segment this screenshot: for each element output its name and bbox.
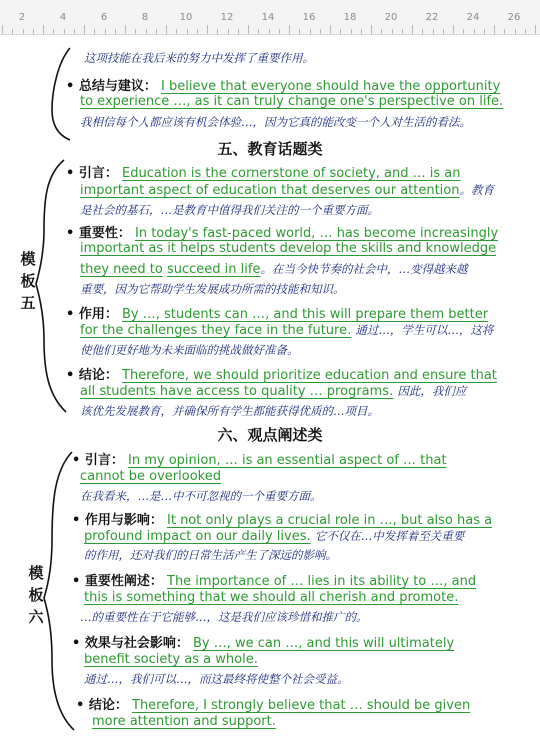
ruler-tick [494, 25, 495, 34]
ruler-tick [474, 29, 475, 34]
s6-eff-en-2: benefit society as a whole. [84, 652, 258, 667]
summary-en-1: I believe that everyone should have the opportunity [161, 79, 501, 94]
summary-line-1 [66, 75, 500, 94]
ruler-tick [402, 29, 403, 34]
ruler-number: 4 [59, 12, 67, 23]
ruler-number: 2 [18, 12, 26, 23]
s6-imp-hw: …的重要性在于它能够…，这是我们应该珍惜和推广的。 [80, 610, 368, 624]
s5-intro-hw-a: 。教育 [459, 183, 494, 197]
bullet: • [66, 166, 79, 181]
summary-handwritten: 我相信每个人都应该有机会体验…，因为它真的能改变一个人对生活的看法。 [80, 115, 471, 129]
ruler-number: 10 [179, 12, 193, 23]
ruler-number: 22 [425, 12, 439, 23]
s5-intro-line-2 [80, 182, 494, 198]
s5-intro-label: 引言： [78, 166, 118, 181]
ruler-tick [535, 25, 536, 34]
s6-role-label: 作用与影响： [84, 513, 163, 528]
s5-imp-en-3a: they need to [80, 262, 163, 277]
ruler-tick [330, 25, 331, 34]
section6-side-label [26, 562, 46, 628]
side-char: 模 [20, 250, 36, 268]
ruler-tick [381, 29, 382, 34]
ruler-number: 26 [507, 12, 521, 23]
top-handwritten-note: 这项技能在我后来的努力中发挥了重要作用。 [84, 51, 314, 65]
section5-side-label [18, 248, 38, 314]
bullet: • [66, 307, 79, 322]
s5-intro-hw-b: 是社会的基石，…是教育中值得我们关注的一个重要方面。 [80, 203, 379, 217]
ruler-number: 12 [220, 12, 234, 23]
s6-imp-en-2: this is something that we should all cherish and promote. [84, 590, 459, 605]
s5-con-en-2: all students have access to quality … programs. [80, 384, 394, 399]
s5-intro-line-1 [66, 162, 460, 181]
s6-intro-line-1 [72, 449, 447, 468]
s5-con-hw-a: 因此，我们应 [397, 384, 467, 398]
s6-con-en-2: more attention and support. [92, 714, 276, 729]
s6-imp-line-2 [84, 590, 458, 605]
ruler-tick [279, 29, 280, 34]
ruler-number: 18 [343, 12, 357, 23]
s5-eff-en-2: for the challenges they face in the future. [80, 323, 352, 338]
s5-con-line-2 [80, 383, 466, 399]
ruler-number: 24 [466, 12, 480, 23]
s5-con-en-1: Therefore, we should prioritize education and ensure that [122, 368, 497, 383]
summary-en-2: to experience …, as it can truly change one's perspective on life. [80, 94, 504, 109]
s6-con-line-1 [76, 694, 470, 713]
s6-imp-en-1: The importance of … lies in its ability to …, and [167, 574, 477, 589]
section6-heading: 六、观点阐述类 [217, 426, 323, 444]
ruler-tick [453, 25, 454, 34]
bullet: • [72, 513, 85, 528]
bullet: • [72, 574, 85, 589]
s6-con-label: 结论： [88, 698, 128, 713]
s5-con-line-1 [66, 364, 497, 383]
ruler-tick [248, 25, 249, 34]
ruler-tick [412, 25, 413, 34]
ruler-tick [422, 29, 423, 34]
ruler-tick [258, 29, 259, 34]
brace-section5 [36, 160, 66, 412]
s5-imp-en-2: important as it helps students develop the skills and knowledge [80, 241, 497, 256]
bullet: • [66, 368, 79, 383]
ruler-tick [187, 29, 188, 34]
s5-imp-line-2 [80, 241, 496, 256]
ruler-tick [207, 25, 208, 34]
s6-role-en-2: profound impact on our daily lives. [84, 529, 311, 544]
s6-role-en-1: It not only plays a crucial role in …, but also has a [167, 513, 493, 528]
side-char: 板 [28, 586, 44, 604]
ruler-tick [320, 29, 321, 34]
ruler-tick [289, 25, 290, 34]
ruler-tick [166, 25, 167, 34]
s5-intro-en-1: Education is the cornerstone of society, and … is an [122, 166, 461, 181]
ruler-tick [392, 29, 393, 34]
ruler-tick [525, 29, 526, 34]
s6-role-hw-b: 的作用，还对我们的日常生活产生了深远的影响。 [84, 548, 337, 562]
ruler-tick [84, 25, 85, 34]
s6-con-line-2 [92, 714, 276, 729]
s5-eff-en-1: By …, students can …, and this will prepare them better [122, 307, 489, 322]
ruler-tick [299, 29, 300, 34]
ruler-tick [197, 29, 198, 34]
side-char: 六 [28, 608, 44, 626]
bullet: • [76, 698, 89, 713]
ruler-tick [340, 29, 341, 34]
bullet: • [66, 79, 79, 94]
section5-heading: 五、教育话题类 [217, 140, 323, 158]
bullet: • [66, 226, 79, 241]
side-char: 模 [28, 564, 44, 582]
s6-intro-hw: 在我看来，…是…中不可忽视的一个重要方面。 [80, 489, 322, 503]
s6-intro-en-1: In my opinion, … is an essential aspect of … that [128, 453, 447, 468]
ruler-tick [135, 29, 136, 34]
s6-eff-hw: 通过…，我们可以…，而这最终将使整个社会受益。 [84, 672, 349, 686]
s6-intro-en-2: cannot be overlooked [80, 469, 221, 484]
ruler-tick [156, 29, 157, 34]
s6-role-line-2 [84, 528, 464, 544]
s6-eff-en-1: By …, we can …, and this will ultimately [193, 636, 455, 651]
summary-line-2 [80, 94, 503, 109]
s5-eff-hw-a: 通过…，学生可以…，这将 [355, 323, 494, 337]
ruler-tick [433, 29, 434, 34]
ruler-number: 20 [384, 12, 398, 23]
ruler-tick [115, 29, 116, 34]
s6-imp-label: 重要性阐述： [84, 574, 163, 589]
s5-eff-line-1 [66, 303, 488, 322]
ruler-tick [228, 29, 229, 34]
ruler-tick [484, 29, 485, 34]
ruler-tick [238, 29, 239, 34]
summary-label: 总结与建议： [78, 79, 157, 94]
s5-eff-hw-b: 使他们更好地为未来面临的挑战做好准备。 [80, 343, 299, 357]
s5-eff-line-2 [80, 322, 493, 338]
ruler-tick [361, 29, 362, 34]
ruler-number: 6 [100, 12, 108, 23]
side-char: 板 [20, 272, 36, 290]
ruler-tick [310, 29, 311, 34]
s6-intro-label: 引言： [84, 453, 124, 468]
s5-imp-line-3 [80, 261, 467, 277]
bullet: • [72, 453, 85, 468]
s5-imp-en-3b: succeed in life [166, 262, 261, 277]
s5-imp-label: 重要性： [78, 226, 131, 241]
brace-top [52, 48, 70, 140]
s5-con-label: 结论： [78, 368, 118, 383]
s5-eff-label: 作用： [78, 307, 118, 322]
brace-section6 [44, 452, 74, 730]
s6-con-en-1: Therefore, I strongly believe that … should be given [132, 698, 471, 713]
ruler-number: 16 [302, 12, 316, 23]
s5-imp-en-1: In today's fast-paced world, … has become increasingly [135, 226, 499, 241]
ruler-tick [463, 29, 464, 34]
ruler-tick [217, 29, 218, 34]
s6-role-line-1 [72, 509, 492, 528]
ruler-tick [105, 29, 106, 34]
ruler-tick [146, 29, 147, 34]
ruler-tick [443, 29, 444, 34]
ruler-tick [94, 29, 95, 34]
ruler-number: 14 [261, 12, 275, 23]
ruler-tick [515, 29, 516, 34]
s5-imp-line-1 [66, 222, 498, 241]
s5-intro-en-2: important aspect of education that deserves our attention [80, 183, 460, 198]
s6-eff-line-2 [84, 652, 258, 667]
s6-eff-label: 效果与社会影响： [84, 636, 189, 651]
bullet: • [72, 636, 85, 651]
ruler-tick [351, 29, 352, 34]
side-char: 五 [20, 294, 36, 312]
s6-imp-line-1 [72, 570, 476, 589]
ruler-tick [371, 25, 372, 34]
ruler-tick [125, 25, 126, 34]
s6-role-hw-a: 它不仅在…中发挥着至关重要 [314, 529, 465, 543]
ruler-tick [504, 29, 505, 34]
s5-con-hw-b: 该优先发展教育，并确保所有学生都能获得优质的…项目。 [80, 404, 379, 418]
s6-intro-line-2 [80, 469, 221, 484]
ruler-tick [176, 29, 177, 34]
s5-imp-hw-a: 。在当今快节奏的社会中，…变得越来越 [260, 262, 468, 276]
s6-eff-line-1 [72, 632, 454, 651]
ruler [0, 0, 540, 35]
ruler-number: 8 [141, 12, 149, 23]
s5-imp-hw-b: 重要，因为它帮助学生发展成功所需的技能和知识。 [80, 282, 345, 296]
ruler-tick [269, 29, 270, 34]
